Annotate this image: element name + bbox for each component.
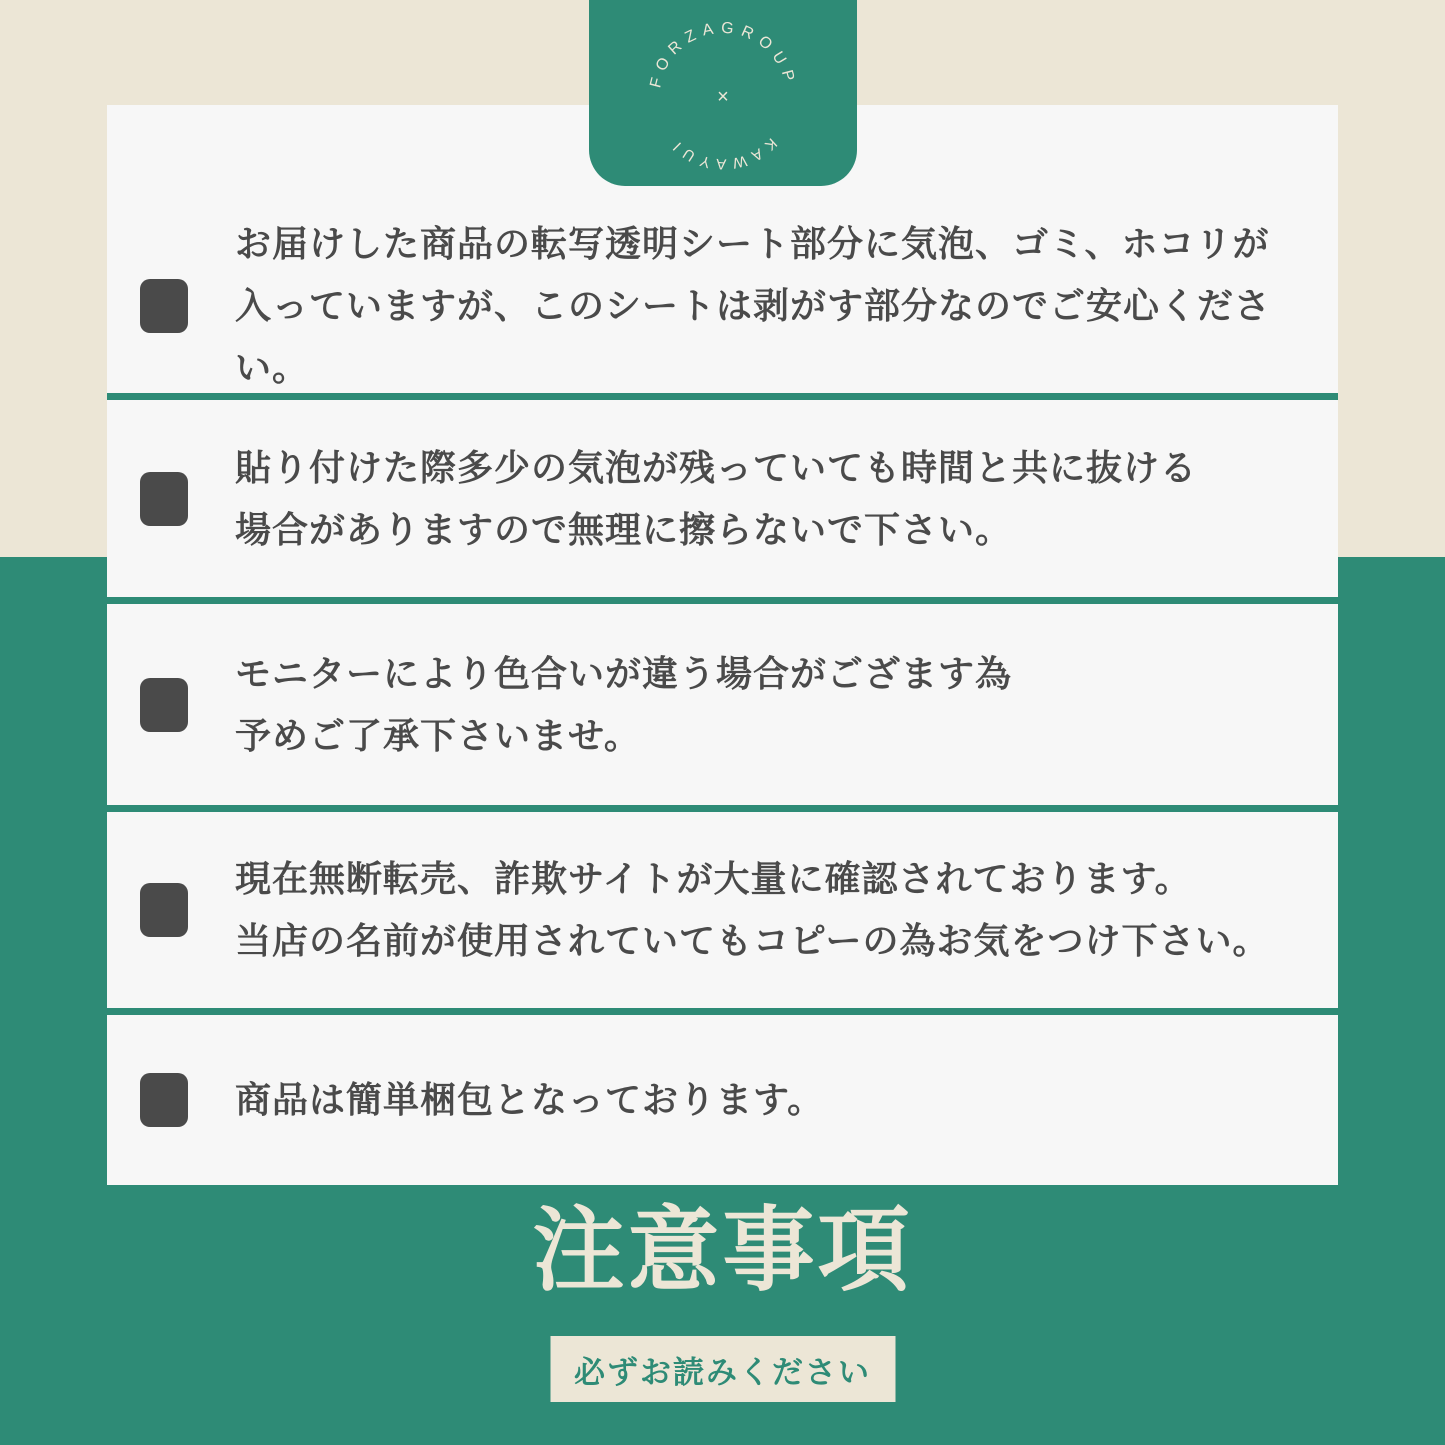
divider <box>107 805 1338 812</box>
must-read-label: 必ずお読みください <box>550 1336 895 1402</box>
checkbox-bullet-icon <box>140 883 188 937</box>
notice-text <box>235 848 1270 972</box>
notice-line: 入っていますが、このシートは剥がす部分なのでご安心ください。 <box>235 285 1272 388</box>
notice-line: 予めご了承下さいませ。 <box>235 714 641 756</box>
notice-text <box>235 437 1197 561</box>
divider <box>107 393 1338 400</box>
divider <box>107 1008 1338 1015</box>
notice-line: 当店の名前が使用されていてもコピーの為お気をつけ下さい。 <box>235 920 1270 961</box>
svg-text:FORZAGROUP <box>647 19 798 89</box>
notice-item <box>107 812 1338 1008</box>
notice-line: 貼り付けた際多少の気泡が残っていても時間と共に抜ける <box>235 446 1198 488</box>
checkbox-bullet-icon <box>140 279 188 333</box>
notice-text <box>235 1069 824 1131</box>
notice-item <box>107 1015 1338 1185</box>
notice-text <box>235 213 1338 399</box>
brand-name-top: FORZAGROUP <box>647 19 799 90</box>
notice-item <box>107 400 1338 597</box>
notice-line: モニターにより色合いが違う場合がござます為 <box>235 652 1013 694</box>
page-title: 注意事項 <box>532 1200 913 1302</box>
divider <box>107 597 1338 604</box>
brand-badge <box>589 0 857 186</box>
notices-panel <box>107 105 1338 1185</box>
checkbox-bullet-icon <box>140 1073 188 1127</box>
notice-line: 場合がありますので無理に擦らないで下さい。 <box>235 508 1013 550</box>
brand-name-bottom: KAWAYUI <box>665 134 781 173</box>
svg-text:KAWAYUI <box>666 134 780 172</box>
notice-text <box>235 643 1012 767</box>
checkbox-bullet-icon <box>140 678 188 732</box>
brand-logo-circular-icon <box>589 0 857 186</box>
notice-line: 商品は簡単梱包となっております。 <box>235 1079 825 1120</box>
notice-item <box>107 604 1338 805</box>
checkbox-bullet-icon <box>140 472 188 526</box>
brand-separator: × <box>717 86 729 108</box>
notice-line: お届けした商品の転写透明シート部分に気泡、ゴミ、ホコリが <box>235 223 1270 264</box>
notice-line: 現在無断転売、詐欺サイトが大量に確認されております。 <box>235 858 1192 899</box>
